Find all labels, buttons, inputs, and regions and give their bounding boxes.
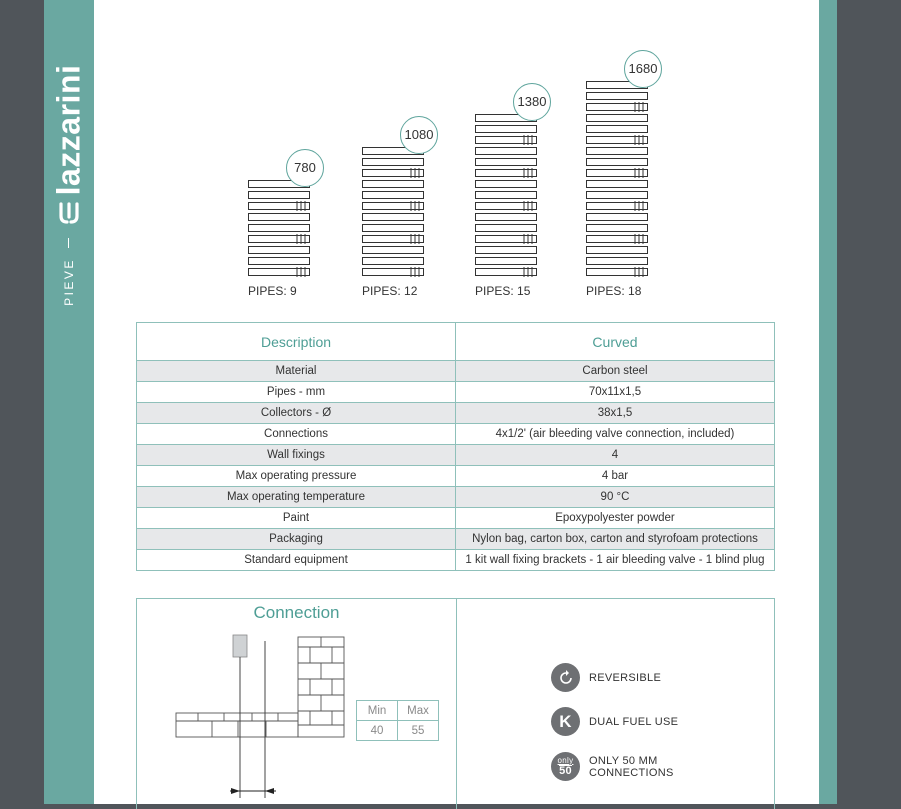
spec-label: Connections bbox=[137, 424, 456, 445]
spec-row bbox=[137, 445, 775, 466]
spec-header-curved: Curved bbox=[456, 323, 775, 361]
radiator-pipe bbox=[476, 269, 537, 276]
radiator-drawing bbox=[586, 80, 648, 278]
feature-dual-fuel-text: DUAL FUEL USE bbox=[589, 715, 679, 728]
radiator-pipe bbox=[363, 247, 424, 254]
radiator-model bbox=[248, 179, 310, 278]
spec-row bbox=[137, 487, 775, 508]
radiator-pipe bbox=[476, 181, 537, 188]
radiator-pipe bbox=[363, 258, 424, 265]
radiator-pipe bbox=[587, 104, 648, 111]
connection-diagram bbox=[172, 633, 352, 808]
radiator-pipe bbox=[249, 214, 310, 221]
height-badge: 1380 bbox=[513, 83, 551, 121]
radiator-pipe bbox=[363, 236, 424, 243]
radiator-pipe bbox=[249, 236, 310, 243]
radiator-pipe bbox=[363, 170, 424, 177]
pipes-label: PIPES: 9 bbox=[248, 284, 297, 298]
min-label: Min bbox=[357, 701, 398, 721]
brand-sidebar bbox=[44, 0, 94, 804]
spec-row bbox=[137, 424, 775, 445]
spec-value: 4 bar bbox=[456, 466, 775, 487]
spec-label: Material bbox=[137, 361, 456, 382]
spec-row bbox=[137, 382, 775, 403]
spec-table bbox=[136, 322, 775, 571]
feature-only-50-line1: ONLY 50 MM bbox=[589, 754, 658, 767]
feature-reversible-text: REVERSIBLE bbox=[589, 671, 662, 684]
radiator-pipe bbox=[476, 247, 537, 254]
spec-label: Packaging bbox=[137, 529, 456, 550]
radiator-pipe bbox=[363, 269, 424, 276]
radiator-drawing bbox=[248, 179, 310, 278]
k-icon: K bbox=[551, 707, 580, 736]
spec-label: Max operating pressure bbox=[137, 466, 456, 487]
radiator-pipe bbox=[587, 225, 648, 232]
radiator-pipe bbox=[249, 258, 310, 265]
brand-divider bbox=[68, 238, 69, 248]
radiator-pipe bbox=[363, 214, 424, 221]
radiator-pipe bbox=[249, 247, 310, 254]
height-badge: 780 bbox=[286, 149, 324, 187]
height-badge: 1080 bbox=[400, 116, 438, 154]
feature-only-50 bbox=[551, 752, 674, 781]
spec-value: Nylon bag, carton box, carton and styrofoam protections bbox=[456, 529, 775, 550]
spec-header-description: Description bbox=[137, 323, 456, 361]
radiator-pipe bbox=[587, 170, 648, 177]
connection-panel bbox=[136, 598, 457, 809]
spec-value: Epoxypolyester powder bbox=[456, 508, 775, 529]
feature-only-50-text bbox=[589, 755, 674, 779]
radiator-pipe bbox=[363, 192, 424, 199]
spec-row bbox=[137, 508, 775, 529]
reversible-icon bbox=[551, 663, 580, 692]
radiator-pipe bbox=[363, 203, 424, 210]
feature-only-50-line2: CONNECTIONS bbox=[589, 766, 674, 779]
spec-row bbox=[137, 361, 775, 382]
dimension-arrow-right bbox=[265, 788, 274, 794]
radiator-pipe bbox=[249, 203, 310, 210]
pipes-label: PIPES: 15 bbox=[475, 284, 531, 298]
spec-row bbox=[137, 466, 775, 487]
radiator-pipe bbox=[587, 258, 648, 265]
radiator-model bbox=[586, 80, 648, 278]
spec-value: 38x1,5 bbox=[456, 403, 775, 424]
radiator-pipe bbox=[587, 137, 648, 144]
pipes-label: PIPES: 12 bbox=[362, 284, 418, 298]
brand-mark-icon bbox=[54, 202, 84, 224]
radiator-model bbox=[475, 113, 537, 278]
radiator-pipe bbox=[587, 247, 648, 254]
radiator-pipe bbox=[587, 93, 648, 100]
max-value: 55 bbox=[398, 721, 439, 741]
spec-value: 1 kit wall fixing brackets - 1 air bleeding valve - 1 blind plug bbox=[456, 550, 775, 571]
spec-label: Pipes - mm bbox=[137, 382, 456, 403]
wall-bricks bbox=[176, 637, 344, 737]
radiator-pipe bbox=[476, 170, 537, 177]
radiator-pipe bbox=[476, 126, 537, 133]
radiator-drawing bbox=[475, 113, 537, 278]
radiator-pipe bbox=[587, 126, 648, 133]
spec-row bbox=[137, 403, 775, 424]
radiator-pipe bbox=[249, 269, 310, 276]
spec-value: 4 bbox=[456, 445, 775, 466]
valve-body bbox=[233, 635, 247, 657]
radiator-pipe bbox=[476, 225, 537, 232]
radiator-pipe bbox=[587, 115, 648, 122]
only-50-icon-top: only bbox=[557, 755, 574, 765]
spec-value: Carbon steel bbox=[456, 361, 775, 382]
pipes-label: PIPES: 18 bbox=[586, 284, 642, 298]
features-panel bbox=[455, 598, 775, 809]
min-value: 40 bbox=[357, 721, 398, 741]
radiator-pipe bbox=[587, 159, 648, 166]
spec-header-row bbox=[137, 323, 775, 361]
radiator-pipe bbox=[587, 148, 648, 155]
radiator-pipe bbox=[363, 181, 424, 188]
radiator-drawing bbox=[362, 146, 424, 278]
feature-reversible bbox=[551, 663, 661, 692]
radiator-pipe bbox=[363, 159, 424, 166]
spec-label: Wall fixings bbox=[137, 445, 456, 466]
spec-label: Paint bbox=[137, 508, 456, 529]
connection-title: Connection bbox=[253, 603, 340, 622]
radiator-pipe bbox=[587, 214, 648, 221]
spec-value: 70x11x1,5 bbox=[456, 382, 775, 403]
radiator-pipe bbox=[476, 203, 537, 210]
radiator-pipe bbox=[249, 225, 310, 232]
spec-label: Standard equipment bbox=[137, 550, 456, 571]
spec-row bbox=[137, 529, 775, 550]
radiator-model bbox=[362, 146, 424, 278]
spec-label: Collectors - Ø bbox=[137, 403, 456, 424]
radiator-pipe bbox=[476, 258, 537, 265]
radiator-pipe bbox=[587, 269, 648, 276]
datasheet-page bbox=[44, 0, 837, 804]
radiator-pipe bbox=[587, 181, 648, 188]
only-50-icon bbox=[551, 752, 580, 781]
radiator-pipe bbox=[587, 192, 648, 199]
max-label: Max bbox=[398, 701, 439, 721]
spec-value: 90 °C bbox=[456, 487, 775, 508]
radiator-pipe bbox=[476, 192, 537, 199]
brand-logo: lazzarini bbox=[50, 64, 87, 196]
spec-label: Max operating temperature bbox=[137, 487, 456, 508]
min-max-table bbox=[356, 700, 439, 741]
feature-dual-fuel bbox=[551, 707, 678, 736]
radiator-pipe bbox=[363, 225, 424, 232]
radiator-pipe bbox=[476, 137, 537, 144]
radiator-pipe bbox=[476, 236, 537, 243]
dimension-arrow-left bbox=[231, 788, 240, 794]
spec-value: 4x1/2' (air bleeding valve connection, included) bbox=[456, 424, 775, 445]
radiator-pipe bbox=[476, 214, 537, 221]
right-border-band bbox=[819, 0, 837, 804]
spec-row bbox=[137, 550, 775, 571]
height-badge: 1680 bbox=[624, 50, 662, 88]
only-50-icon-bottom: 50 bbox=[559, 764, 572, 777]
radiator-pipe bbox=[587, 203, 648, 210]
product-name: PIEVE bbox=[62, 258, 76, 306]
radiator-pipe bbox=[249, 192, 310, 199]
radiator-pipe bbox=[476, 159, 537, 166]
radiator-pipe bbox=[587, 236, 648, 243]
radiator-pipe bbox=[476, 148, 537, 155]
